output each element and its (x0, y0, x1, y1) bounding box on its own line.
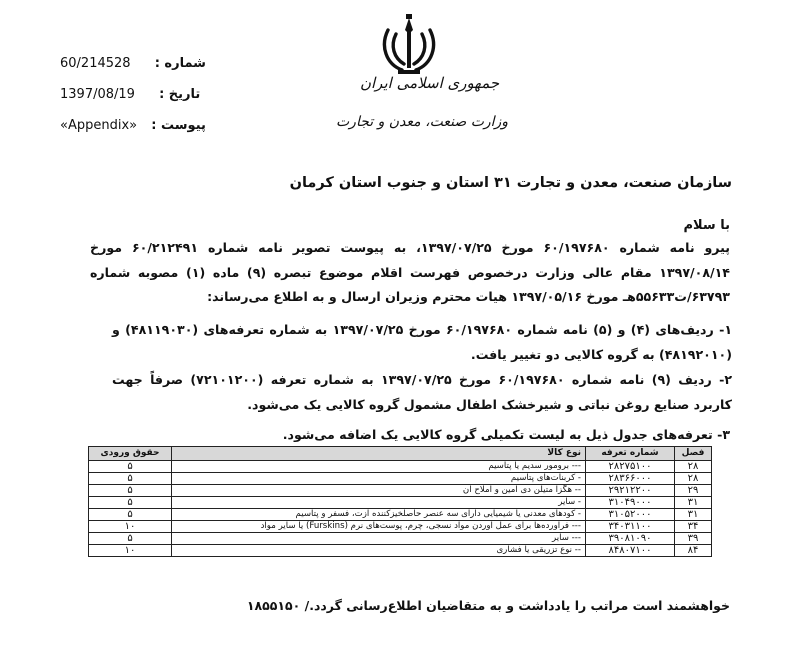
cell-tariff-code: ۸۴۸۰۷۱۰۰ (586, 545, 675, 557)
table-row (89, 497, 712, 509)
letter-date (60, 87, 200, 102)
header-chapter: فصل (675, 447, 712, 461)
cell-chapter: ۳۱ (675, 497, 712, 509)
table-row (89, 485, 712, 497)
header-goods-type: نوع کالا (172, 447, 586, 461)
date-label: تاریخ : (159, 87, 201, 102)
cell-chapter: ۲۸ (675, 461, 712, 473)
date-value: 1397/08/19 (60, 87, 135, 102)
cell-import-duty: ۵ (89, 473, 172, 485)
cell-tariff-code: ۳۹۰۸۱۰۹۰ (586, 533, 675, 545)
cell-goods-type: - کودهای معدنی یا شیمیایی دارای سه عنصر حاصلخیزکننده ازت، فسفر و پتاسیم (172, 509, 586, 521)
cell-tariff-code: ۲۹۲۱۲۲۰۰ (586, 485, 675, 497)
header-import-duty: حقوق ورودی (89, 447, 172, 461)
cell-tariff-code: ۲۸۳۶۶۰۰۰ (586, 473, 675, 485)
ministry-title: وزارت صنعت، معدن و تجارت (336, 114, 509, 130)
cell-import-duty: ۵ (89, 461, 172, 473)
cell-goods-type: - کربنات‌های پتاسیم (172, 473, 586, 485)
cell-chapter: ۸۴ (675, 545, 712, 557)
table-header-row (89, 447, 712, 461)
letter-attachment (60, 118, 206, 133)
cell-chapter: ۲۹ (675, 485, 712, 497)
cell-tariff-code: ۳۱۰۵۲۰۰۰ (586, 509, 675, 521)
table-row (89, 533, 712, 545)
list-item-2: ۲- ردیف (۹) نامه شماره ۶۰/۱۹۷۶۸۰ مورخ ۱۳۹۷/۰۷/۲۵ به شماره تعرفه (۷۲۱۰۱۲۰۰) صرفاً جهت کاربرد صنایع روغن نباتی و شیرخشک اطفال مشمول گروه کالایی یک می‌شود. (112, 372, 732, 412)
number-value: 60/214528 (60, 56, 131, 71)
table-row (89, 509, 712, 521)
tariff-table (88, 446, 712, 557)
cell-goods-type: -- نوع تزریقی یا فشاری (172, 545, 586, 557)
header-tariff-code: شماره تعرفه (586, 447, 675, 461)
letter-number (60, 56, 206, 71)
list-item-1: ۱- ردیف‌های (۴) و (۵) نامه شماره ۶۰/۱۹۷۶۸۰ مورخ ۱۳۹۷/۰۷/۲۵ به شماره تعرفه‌های (۴۸۱۱۹۰۳۰) و (۴۸۱۹۲۰۱۰) به گروه کالایی دو تغییر یافت. (112, 322, 732, 362)
table-row (89, 473, 712, 485)
cell-import-duty: ۱۰ (89, 545, 172, 557)
cell-chapter: ۳۹ (675, 533, 712, 545)
salutation: با سلام (683, 218, 730, 233)
number-label: شماره : (154, 56, 206, 71)
cell-goods-type: --- سایر (172, 533, 586, 545)
closing-paragraph: خواهشمند است مراتب را یادداشت و به متقاضیان اطلاع‌رسانی گردد./ ۱۸۵۵۱۵۰ (246, 598, 730, 613)
attachment-value: «Appendix» (60, 118, 138, 133)
cell-import-duty: ۵ (89, 497, 172, 509)
cell-tariff-code: ۲۸۲۷۵۱۰۰ (586, 461, 675, 473)
attachment-label: پیوست : (151, 118, 206, 133)
cell-goods-type: - سایر (172, 497, 586, 509)
recipient-heading: سازمان صنعت، معدن و تجارت ۳۱ استان و جنوب استان کرمان (289, 175, 732, 191)
table-row (89, 545, 712, 557)
cell-chapter: ۲۸ (675, 473, 712, 485)
cell-import-duty: ۱۰ (89, 521, 172, 533)
cell-goods-type: -- هگزا متیلن دی آمین و املاح آن (172, 485, 586, 497)
intro-paragraph: پیرو نامه شماره ۶۰/۱۹۷۶۸۰ مورخ ۱۳۹۷/۰۷/۲۵، به پیوست تصویر نامه شماره ۶۰/۲۱۲۴۹۱ مورخ ۱۳۹۷/۰۸/۱۴ مقام عالی وزارت درخصوص فهرست اقلام موضوع تبصره (۹) ماده (۱) مصوبه شماره ۶۳۷۹۳/ت۵۵۶۳۳هـ مورخ ۱۳۹۷/۰۵/۱۶ هیات محترم وزیران ارسال و به اطلاع می‌رساند: (90, 240, 730, 304)
iran-emblem-icon (378, 12, 440, 78)
cell-goods-type: --- فرآورده‌ها برای عمل آوردن مواد نسجی، چرم، پوست‌های نرم (Furskins) یا سایر مواد (172, 521, 586, 533)
list-item-3: ۳- تعرفه‌های جدول ذیل به لیست تکمیلی گروه کالایی یک اضافه می‌شود. (282, 427, 730, 442)
cell-tariff-code: ۳۱۰۴۹۰۰۰ (586, 497, 675, 509)
cell-import-duty: ۵ (89, 485, 172, 497)
cell-tariff-code: ۳۴۰۳۱۱۰۰ (586, 521, 675, 533)
cell-chapter: ۳۴ (675, 521, 712, 533)
cell-import-duty: ۵ (89, 533, 172, 545)
cell-chapter: ۳۱ (675, 509, 712, 521)
table-row (89, 461, 712, 473)
government-title: جمهوری اسلامی ایران (360, 74, 500, 92)
table-row (89, 521, 712, 533)
cell-import-duty: ۵ (89, 509, 172, 521)
cell-goods-type: --- برومور سدیم یا پتاسیم (172, 461, 586, 473)
